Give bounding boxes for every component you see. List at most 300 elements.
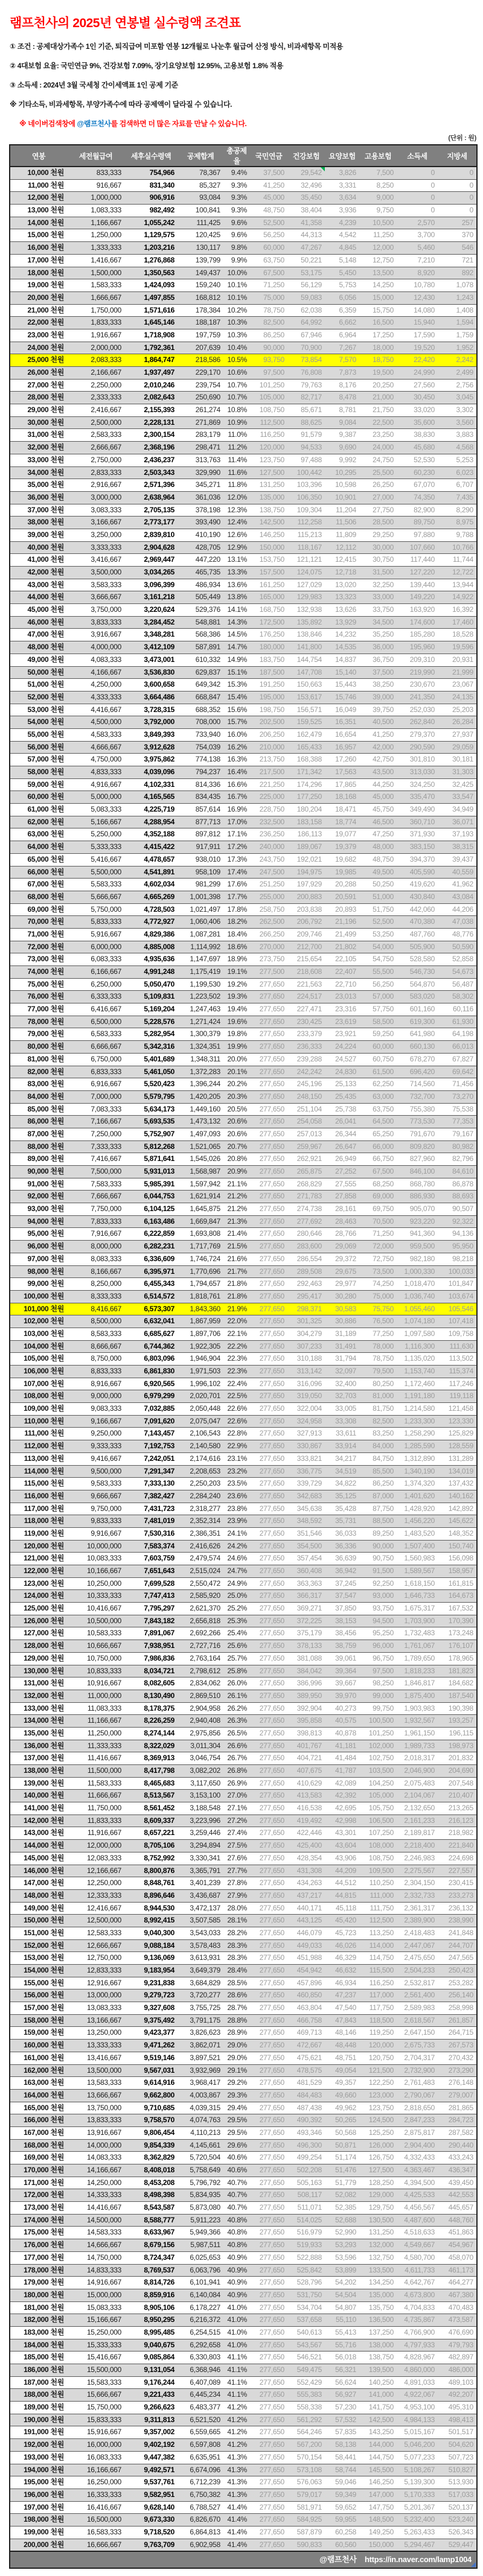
cell-pretax-monthly-pay: 6,583,333 [67, 1028, 124, 1041]
cell-longterm-care-insurance: 14,535 [325, 641, 359, 654]
table-row [10, 1078, 477, 1091]
cell-annual-salary: 20,000 천원 [10, 291, 67, 304]
cell-annual-salary: 100,000 천원 [10, 1290, 67, 1303]
cell-employment-insurance: 8,250 [359, 179, 397, 192]
cell-health-insurance: 97,488 [287, 454, 325, 466]
cell-income-tax: 12,430 [397, 291, 438, 304]
cell-annual-salary: 179,000 천원 [10, 2277, 67, 2289]
cell-pretax-monthly-pay: 10,750,000 [67, 1652, 124, 1665]
cell-longterm-care-insurance: 9,387 [325, 429, 359, 442]
cell-net-take-home-pay: 8,950,295 [124, 2314, 178, 2327]
cell-health-insurance: 32,496 [287, 179, 325, 192]
cell-employment-insurance: 105,000 [359, 1790, 397, 1802]
cell-income-tax: 4,642,767 [397, 2277, 438, 2289]
cell-employment-insurance: 89,250 [359, 1527, 397, 1540]
cell-deduction-rate: 9.8% [223, 242, 250, 255]
cell-net-take-home-pay: 2,904,628 [124, 541, 178, 554]
cell-net-take-home-pay: 7,242,051 [124, 1452, 178, 1465]
cell-deduction-rate: 28.5% [223, 1977, 250, 1989]
cell-deduction-total: 6,216,372 [178, 2314, 223, 2327]
cell-longterm-care-insurance: 9,690 [325, 442, 359, 454]
table-row [10, 466, 477, 479]
cell-net-take-home-pay: 8,274,144 [124, 1727, 178, 1740]
cell-income-tax: 335,470 [397, 791, 438, 804]
cell-deduction-rate: 27.6% [223, 1852, 250, 1865]
cell-health-insurance: 62,038 [287, 304, 325, 317]
cell-deduction-total: 5,911,223 [178, 2214, 223, 2227]
cell-income-tax: 1,818,233 [397, 1665, 438, 1678]
cell-national-pension: 277,650 [250, 1178, 287, 1191]
cell-net-take-home-pay: 8,561,452 [124, 1802, 178, 1815]
table-row [10, 317, 477, 329]
cell-health-insurance: 212,700 [287, 941, 325, 953]
cell-employment-insurance: 61,500 [359, 1066, 397, 1078]
cell-health-insurance: 319,050 [287, 1390, 325, 1403]
cell-net-take-home-pay: 4,225,719 [124, 804, 178, 816]
cell-deduction-total: 139,799 [178, 254, 223, 267]
cell-employment-insurance: 43,500 [359, 766, 397, 779]
cell-health-insurance: 94,533 [287, 442, 325, 454]
cell-income-tax: 74,350 [397, 491, 438, 504]
cell-health-insurance: 203,838 [287, 903, 325, 916]
cell-deduction-rate: 10.9% [223, 416, 250, 429]
cell-income-tax: 564,870 [397, 978, 438, 991]
table-row [10, 1939, 477, 1952]
cell-employment-insurance: 139,500 [359, 2364, 397, 2377]
cell-pretax-monthly-pay: 7,750,000 [67, 1203, 124, 1216]
table-row [10, 304, 477, 317]
cell-income-tax: 2,075,483 [397, 1777, 438, 1790]
cell-deduction-total: 4,039,315 [178, 2102, 223, 2114]
cell-national-pension: 277,650 [250, 2439, 287, 2452]
cell-national-pension: 142,500 [250, 517, 287, 529]
cell-health-insurance: 82,717 [287, 392, 325, 404]
cell-employment-insurance: 128,250 [359, 2177, 397, 2189]
cell-longterm-care-insurance: 47,843 [325, 2014, 359, 2027]
cell-local-tax: 125,829 [438, 1428, 477, 1440]
table-row [10, 2414, 477, 2426]
cell-health-insurance: 570,154 [287, 2451, 325, 2464]
cell-net-take-home-pay: 6,803,096 [124, 1353, 178, 1366]
cell-net-take-home-pay: 3,600,658 [124, 679, 178, 692]
cell-local-tax: 445,657 [438, 2202, 477, 2215]
cell-deduction-rate: 25.6% [223, 1640, 250, 1653]
cell-local-tax: 178,965 [438, 1652, 477, 1665]
cell-local-tax: 131,289 [438, 1452, 477, 1465]
cell-pretax-monthly-pay: 5,500,000 [67, 866, 124, 879]
cell-deduction-rate: 28.2% [223, 1927, 250, 1939]
cell-deduction-rate: 29.6% [223, 2139, 250, 2152]
cell-income-tax: 505,900 [397, 941, 438, 953]
cell-health-insurance: 67,946 [287, 329, 325, 342]
cell-national-pension: 277,650 [250, 1465, 287, 1478]
cell-deduction-total: 2,318,277 [178, 1503, 223, 1515]
cell-employment-insurance: 120,000 [359, 2040, 397, 2052]
cell-deduction-rate: 22.6% [223, 1403, 250, 1416]
cell-annual-salary: 132,000 천원 [10, 1690, 67, 1702]
cell-income-tax: 1,074,180 [397, 1315, 438, 1328]
cell-longterm-care-insurance: 57,835 [325, 2426, 359, 2439]
cell-deduction-rate: 22.9% [223, 1440, 250, 1453]
cell-employment-insurance: 99,750 [359, 1702, 397, 1715]
cell-local-tax: 56,487 [438, 978, 477, 991]
cell-health-insurance: 103,396 [287, 479, 325, 492]
table-row [10, 2014, 477, 2027]
cell-health-insurance: 330,867 [287, 1440, 325, 1453]
cell-longterm-care-insurance: 6,662 [325, 317, 359, 329]
column-header-pretax-monthly-pay: 세전월급여 [67, 145, 124, 167]
cell-annual-salary: 14,000 천원 [10, 217, 67, 229]
cell-employment-insurance: 9,750 [359, 205, 397, 217]
cell-local-tax: 13,944 [438, 579, 477, 591]
cell-annual-salary: 69,000 천원 [10, 903, 67, 916]
cell-annual-salary: 152,000 천원 [10, 1939, 67, 1952]
cell-health-insurance: 277,692 [287, 1215, 325, 1228]
cell-annual-salary: 61,000 천원 [10, 804, 67, 816]
cell-local-tax: 287,582 [438, 2126, 477, 2139]
cell-longterm-care-insurance: 29,977 [325, 1278, 359, 1291]
cell-deduction-rate: 10.6% [223, 367, 250, 380]
cell-pretax-monthly-pay: 9,333,333 [67, 1440, 124, 1453]
table-row [10, 291, 477, 304]
cell-income-tax: 1,191,180 [397, 1390, 438, 1403]
cell-net-take-home-pay: 2,155,393 [124, 404, 178, 417]
cell-annual-salary: 39,000 천원 [10, 529, 67, 541]
cell-deduction-total: 1,223,502 [178, 991, 223, 1003]
cell-local-tax: 52,858 [438, 953, 477, 966]
cell-deduction-total: 1,147,697 [178, 953, 223, 966]
cell-longterm-care-insurance: 15,140 [325, 666, 359, 679]
cell-national-pension: 277,650 [250, 2126, 287, 2139]
cell-employment-insurance: 30,750 [359, 554, 397, 567]
table-row [10, 279, 477, 292]
cell-health-insurance: 100,442 [287, 466, 325, 479]
cell-net-take-home-pay: 9,327,608 [124, 2002, 178, 2015]
cell-pretax-monthly-pay: 12,333,333 [67, 1889, 124, 1902]
cell-annual-salary: 121,000 천원 [10, 1553, 67, 1565]
cell-longterm-care-insurance: 19,682 [325, 853, 359, 866]
cell-deduction-total: 6,712,239 [178, 2476, 223, 2489]
cell-employment-insurance: 80,250 [359, 1378, 397, 1390]
cell-employment-insurance: 149,250 [359, 2526, 397, 2539]
column-header-health-insurance: 건강보험 [287, 145, 325, 167]
cell-local-tax: 0 [438, 192, 477, 205]
table-row [10, 1003, 477, 1016]
cell-employment-insurance: 145,500 [359, 2464, 397, 2476]
cell-net-take-home-pay: 5,579,795 [124, 1090, 178, 1103]
cell-national-pension: 240,000 [250, 841, 287, 854]
cell-deduction-rate: 22.5% [223, 1390, 250, 1403]
cell-income-tax: 4,363,467 [397, 2164, 438, 2177]
cell-deduction-rate: 17.2% [223, 841, 250, 854]
cell-annual-salary: 199,000 천원 [10, 2526, 67, 2539]
cell-pretax-monthly-pay: 1,583,333 [67, 279, 124, 292]
cell-income-tax: 117,440 [397, 554, 438, 567]
cell-deduction-rate: 23.1% [223, 1452, 250, 1465]
cell-local-tax: 520,137 [438, 2501, 477, 2514]
cell-deduction-rate: 20.5% [223, 1103, 250, 1116]
cell-health-insurance: 194,975 [287, 866, 325, 879]
cell-comment-marker-icon [321, 167, 325, 171]
cell-health-insurance: 525,842 [287, 2264, 325, 2277]
cell-health-insurance: 407,675 [287, 1765, 325, 1778]
cell-net-take-home-pay: 9,040,300 [124, 1927, 178, 1939]
table-row [10, 1627, 477, 1640]
cell-health-insurance: 481,529 [287, 2077, 325, 2090]
cell-net-take-home-pay: 8,814,726 [124, 2277, 178, 2289]
cell-employment-insurance: 57,750 [359, 1003, 397, 1016]
table-row [10, 754, 477, 766]
cell-longterm-care-insurance: 33,005 [325, 1403, 359, 1416]
cell-deduction-total: 5,758,649 [178, 2164, 223, 2177]
cell-pretax-monthly-pay: 12,916,667 [67, 1977, 124, 1989]
cell-annual-salary: 31,000 천원 [10, 429, 67, 442]
cell-local-tax: 14,922 [438, 591, 477, 604]
cell-net-take-home-pay: 3,220,624 [124, 604, 178, 617]
cell-annual-salary: 148,000 천원 [10, 1889, 67, 1902]
cell-national-pension: 277,650 [250, 1577, 287, 1590]
cell-national-pension: 116,250 [250, 429, 287, 442]
cell-pretax-monthly-pay: 2,083,333 [67, 354, 124, 367]
cell-annual-salary: 165,000 천원 [10, 2102, 67, 2114]
cell-longterm-care-insurance: 12,718 [325, 567, 359, 579]
cell-annual-salary: 46,000 천원 [10, 616, 67, 629]
cell-employment-insurance: 86,250 [359, 1478, 397, 1490]
cell-local-tax: 448,760 [438, 2214, 477, 2227]
cell-local-tax: 207,548 [438, 1777, 477, 1790]
cell-local-tax: 50,590 [438, 941, 477, 953]
cell-local-tax: 461,173 [438, 2264, 477, 2277]
cell-national-pension: 123,750 [250, 454, 287, 466]
cell-annual-salary: 137,000 천원 [10, 1752, 67, 1765]
cell-employment-insurance: 36,000 [359, 641, 397, 654]
cell-local-tax: 3,302 [438, 404, 477, 417]
cell-national-pension: 277,650 [250, 2476, 287, 2489]
cell-annual-salary: 164,000 천원 [10, 2089, 67, 2102]
cell-employment-insurance: 81,750 [359, 1403, 397, 1416]
cell-longterm-care-insurance: 39,970 [325, 1690, 359, 1702]
cell-net-take-home-pay: 7,333,130 [124, 1478, 178, 1490]
cell-health-insurance: 386,996 [287, 1678, 325, 1690]
cell-health-insurance: 165,433 [287, 741, 325, 754]
cell-health-insurance: 351,546 [287, 1527, 325, 1540]
cell-local-tax: 3,560 [438, 416, 477, 429]
cell-net-take-home-pay: 5,228,576 [124, 1016, 178, 1028]
cell-national-pension: 277,650 [250, 2102, 287, 2114]
cell-pretax-monthly-pay: 8,416,667 [67, 1303, 124, 1315]
cell-annual-salary: 167,000 천원 [10, 2126, 67, 2139]
cell-net-take-home-pay: 8,417,798 [124, 1765, 178, 1778]
cell-annual-salary: 86,000 천원 [10, 1116, 67, 1128]
table-row [10, 1577, 477, 1590]
cell-deduction-total: 3,046,754 [178, 1752, 223, 1765]
cell-longterm-care-insurance: 55,716 [325, 2339, 359, 2352]
cell-pretax-monthly-pay: 2,416,667 [67, 404, 124, 417]
cell-income-tax: 10,780 [397, 279, 438, 292]
cell-annual-salary: 166,000 천원 [10, 2114, 67, 2127]
table-row [10, 254, 477, 267]
cell-local-tax: 103,674 [438, 1290, 477, 1303]
cell-national-pension: 277,650 [250, 2264, 287, 2277]
cell-income-tax: 1,018,470 [397, 1278, 438, 1291]
corner-triangle-icon [471, 2562, 476, 2567]
cell-deduction-total: 6,292,658 [178, 2339, 223, 2352]
cell-net-take-home-pay: 7,091,620 [124, 1415, 178, 1428]
table-row [10, 429, 477, 442]
cell-net-take-home-pay: 7,192,753 [124, 1440, 178, 1453]
cell-national-pension: 168,750 [250, 604, 287, 617]
cell-pretax-monthly-pay: 13,250,000 [67, 2027, 124, 2040]
cell-health-insurance: 446,079 [287, 1927, 325, 1939]
cell-pretax-monthly-pay: 1,916,667 [67, 329, 124, 342]
cell-deduction-total: 1,818,761 [178, 1290, 223, 1303]
cell-employment-insurance: 96,000 [359, 1640, 397, 1653]
cell-health-insurance: 431,308 [287, 1865, 325, 1877]
cell-health-insurance: 64,992 [287, 317, 325, 329]
cell-pretax-monthly-pay: 12,166,667 [67, 1865, 124, 1877]
cell-income-tax: 27,560 [397, 379, 438, 392]
cell-health-insurance: 531,750 [287, 2289, 325, 2301]
table-row [10, 1428, 477, 1440]
cell-longterm-care-insurance: 42,998 [325, 1814, 359, 1827]
cell-income-tax: 1,903,983 [397, 1702, 438, 1715]
cell-net-take-home-pay: 3,161,218 [124, 591, 178, 604]
cell-deduction-total: 1,843,360 [178, 1303, 223, 1315]
cell-annual-salary: 37,000 천원 [10, 504, 67, 517]
cell-national-pension: 90,000 [250, 342, 287, 354]
cell-local-tax: 3,883 [438, 429, 477, 442]
cell-employment-insurance: 135,000 [359, 2289, 397, 2301]
cell-health-insurance: 463,804 [287, 2002, 325, 2015]
table-row [10, 217, 477, 229]
cell-employment-insurance: 67,500 [359, 1166, 397, 1178]
cell-pretax-monthly-pay: 5,000,000 [67, 791, 124, 804]
cell-longterm-care-insurance: 29,372 [325, 1253, 359, 1265]
cell-national-pension: 277,650 [250, 1191, 287, 1203]
cell-pretax-monthly-pay: 1,750,000 [67, 304, 124, 317]
cell-pretax-monthly-pay: 13,833,333 [67, 2114, 124, 2127]
cell-employment-insurance: 94,500 [359, 1615, 397, 1627]
table-row [10, 2451, 477, 2464]
cell-deduction-total: 1,922,305 [178, 1340, 223, 1353]
table-row [10, 579, 477, 591]
cell-employment-insurance: 65,250 [359, 1128, 397, 1140]
cell-national-pension: 277,650 [250, 1452, 287, 1465]
cell-annual-salary: 70,000 천원 [10, 916, 67, 929]
cell-deduction-rate: 18.4% [223, 928, 250, 941]
cell-income-tax: 1,340,190 [397, 1465, 438, 1478]
cell-deduction-total: 708,000 [178, 716, 223, 729]
cell-income-tax: 4,456,567 [397, 2202, 438, 2215]
table-row [10, 1353, 477, 1366]
cell-health-insurance: 168,388 [287, 754, 325, 766]
cell-local-tax: 276,148 [438, 2077, 477, 2090]
cell-longterm-care-insurance: 46,934 [325, 1977, 359, 1989]
cell-health-insurance: 206,792 [287, 916, 325, 929]
cell-pretax-monthly-pay: 15,750,000 [67, 2402, 124, 2414]
cell-pretax-monthly-pay: 15,416,667 [67, 2352, 124, 2364]
cell-longterm-care-insurance: 59,349 [325, 2489, 359, 2501]
cell-pretax-monthly-pay: 13,666,667 [67, 2089, 124, 2102]
cell-health-insurance: 516,979 [287, 2227, 325, 2239]
cell-deduction-rate: 29.0% [223, 2052, 250, 2064]
cell-deduction-total: 4,110,213 [178, 2126, 223, 2139]
cell-annual-salary: 34,000 천원 [10, 466, 67, 479]
cell-health-insurance: 587,879 [287, 2526, 325, 2539]
cell-pretax-monthly-pay: 9,666,667 [67, 1490, 124, 1503]
cell-net-take-home-pay: 3,034,265 [124, 567, 178, 579]
cell-longterm-care-insurance: 26,344 [325, 1128, 359, 1140]
cell-employment-insurance: 135,750 [359, 2301, 397, 2314]
cell-annual-salary: 168,000 천원 [10, 2139, 67, 2152]
cell-net-take-home-pay: 9,758,570 [124, 2114, 178, 2127]
table-row [10, 2476, 477, 2489]
cell-local-tax: 247,565 [438, 1952, 477, 1965]
cell-health-insurance: 514,025 [287, 2214, 325, 2227]
cell-pretax-monthly-pay: 4,750,000 [67, 754, 124, 766]
cell-net-take-home-pay: 8,362,829 [124, 2152, 178, 2164]
cell-employment-insurance: 42,000 [359, 741, 397, 754]
cell-longterm-care-insurance: 7,267 [325, 342, 359, 354]
cell-longterm-care-insurance: 23,619 [325, 1016, 359, 1028]
cell-local-tax: 492,207 [438, 2389, 477, 2402]
cell-annual-salary: 64,000 천원 [10, 841, 67, 854]
cell-deduction-rate: 12.6% [223, 529, 250, 541]
cell-longterm-care-insurance: 29,675 [325, 1265, 359, 1278]
cell-deduction-rate: 25.4% [223, 1627, 250, 1640]
cell-longterm-care-insurance: 20,288 [325, 879, 359, 891]
cell-deduction-total: 428,705 [178, 541, 223, 554]
table-row [10, 1378, 477, 1390]
cell-health-insurance: 109,304 [287, 504, 325, 517]
cell-national-pension: 277,650 [250, 991, 287, 1003]
cell-national-pension: 277,650 [250, 1740, 287, 1752]
cell-pretax-monthly-pay: 13,500,000 [67, 2064, 124, 2077]
table-row [10, 629, 477, 641]
cell-local-tax: 80,982 [438, 1140, 477, 1153]
cell-net-take-home-pay: 9,231,838 [124, 1977, 178, 1989]
cell-longterm-care-insurance: 49,660 [325, 2089, 359, 2102]
cell-longterm-care-insurance: 34,822 [325, 1478, 359, 1490]
cell-net-take-home-pay: 9,537,761 [124, 2476, 178, 2489]
cell-income-tax: 5,460 [397, 242, 438, 255]
cell-deduction-total: 3,436,687 [178, 1889, 223, 1902]
cell-deduction-total: 2,250,203 [178, 1478, 223, 1490]
cell-deduction-rate: 9.9% [223, 254, 250, 267]
cell-health-insurance: 493,346 [287, 2126, 325, 2139]
cell-health-insurance: 174,296 [287, 778, 325, 791]
cell-health-insurance: 29,542 [287, 167, 325, 179]
cell-pretax-monthly-pay: 1,166,667 [67, 217, 124, 229]
cell-employment-insurance: 124,500 [359, 2114, 397, 2127]
cell-income-tax: 1,789,650 [397, 1652, 438, 1665]
table-footer-bar [9, 2552, 478, 2569]
cell-health-insurance: 251,104 [287, 1103, 325, 1116]
cell-deduction-rate: 29.0% [223, 2040, 250, 2052]
cell-health-insurance: 428,354 [287, 1852, 325, 1865]
cell-local-tax: 517,033 [438, 2489, 477, 2501]
cell-annual-salary: 191,000 천원 [10, 2426, 67, 2439]
cell-health-insurance: 469,713 [287, 2027, 325, 2040]
cell-deduction-total: 3,507,585 [178, 1915, 223, 1927]
footer-url-link[interactable]: https://in.naver.com/lamp1004 [365, 2555, 472, 2565]
cell-income-tax: 19,520 [397, 342, 438, 354]
cell-local-tax: 486,000 [438, 2364, 477, 2377]
table-row [10, 1565, 477, 1578]
cell-employment-insurance: 66,000 [359, 1140, 397, 1153]
cell-employment-insurance: 105,750 [359, 1802, 397, 1815]
cell-net-take-home-pay: 7,938,951 [124, 1640, 178, 1653]
